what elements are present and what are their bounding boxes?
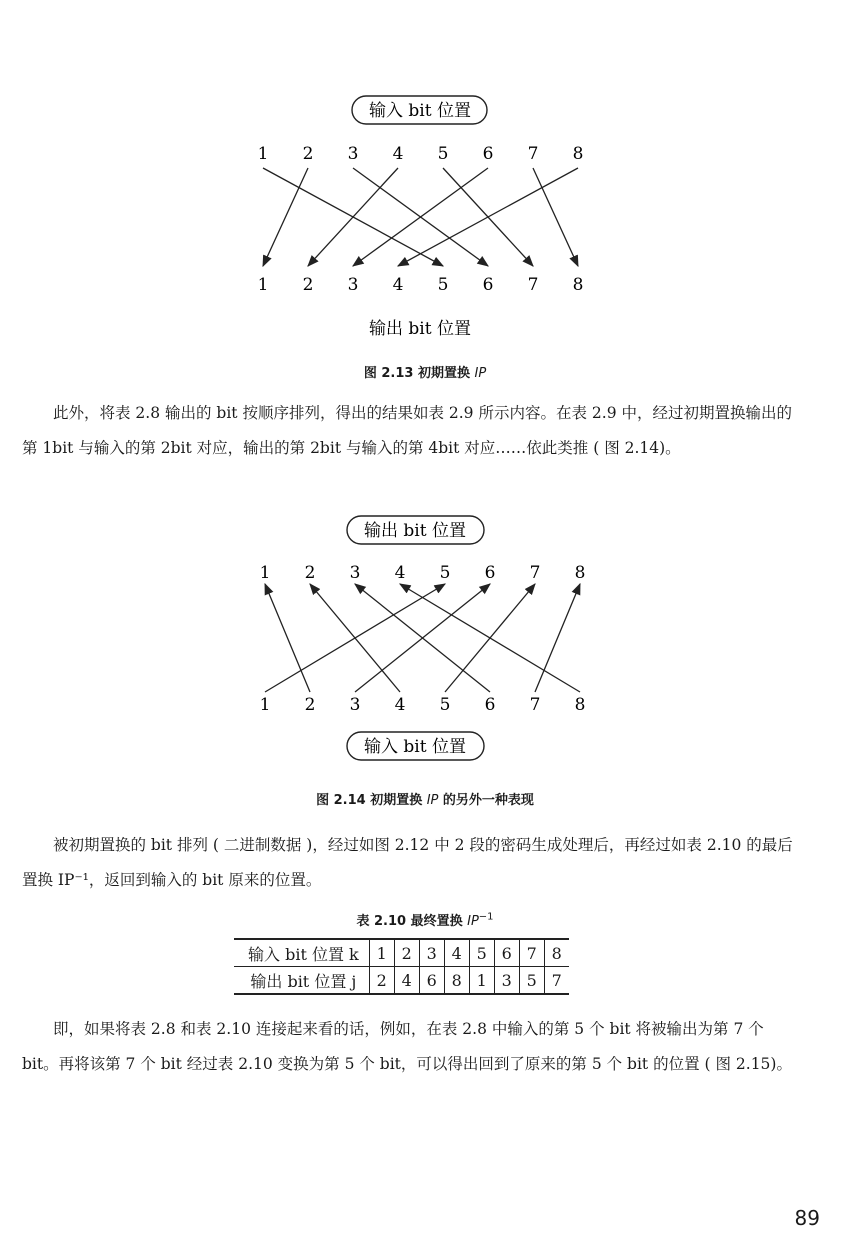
top-number: 6 bbox=[484, 563, 496, 583]
bottom-number: 4 bbox=[394, 695, 406, 715]
table-cell: 8 bbox=[544, 939, 569, 967]
bottom-number: 8 bbox=[574, 695, 586, 715]
paragraph-3: 即，如果将表 2.8 和表 2.10 连接起来看的话，例如，在表 2.8 中输入的第 5 个 bit 将被输出为第 7 个 bit。再将该第 7 个 bit 经过表 2.10 变换为第 5 个 bit，可以得出回到了原来的第 5 个 bit 的位置 ( 图 2.15)。 bbox=[22, 1020, 792, 1073]
top-number: 7 bbox=[527, 144, 539, 164]
bottom-label: 输入 bit 位置 bbox=[364, 737, 466, 757]
caption-italic: IP bbox=[426, 793, 439, 808]
paragraph-1: 此外，将表 2.8 输出的 bit 按顺序排列，得出的结果如表 2.9 所示内容。在表 2.9 中，经过初期置换输出的第 1bit 与输入的第 2bit 对应，输出的第 2bit 与输入的第 4bit 对应……依此类推 ( 图 2.14)。 bbox=[22, 404, 792, 457]
bottom-number: 6 bbox=[482, 275, 494, 295]
row-label-output: 输出 bit 位置 j bbox=[234, 967, 369, 995]
figure-2-13-diagram bbox=[230, 92, 610, 344]
table-caption-text: 表 2.10 最终置换 bbox=[356, 914, 468, 929]
bottom-number: 5 bbox=[439, 695, 451, 715]
bottom-number: 1 bbox=[259, 695, 271, 715]
top-numbers bbox=[258, 144, 584, 164]
top-number: 8 bbox=[574, 563, 586, 583]
top-label: 输入 bit 位置 bbox=[369, 101, 471, 121]
bottom-numbers bbox=[260, 695, 586, 715]
permutation-arrows bbox=[265, 584, 580, 692]
top-number: 4 bbox=[394, 563, 406, 583]
table-cell: 2 bbox=[394, 939, 419, 967]
table-cell: 7 bbox=[544, 967, 569, 995]
caption-suffix: 的另外一种表现 bbox=[438, 793, 534, 808]
permutation-arrows bbox=[263, 168, 578, 266]
top-number: 4 bbox=[392, 144, 404, 164]
top-label: 输出 bit 位置 bbox=[364, 521, 466, 541]
table-cell: 1 bbox=[469, 967, 494, 995]
top-number: 3 bbox=[347, 144, 359, 164]
top-number: 1 bbox=[259, 563, 271, 583]
table-cell: 3 bbox=[494, 967, 519, 995]
top-number: 3 bbox=[349, 563, 361, 583]
table-cell: 5 bbox=[469, 939, 494, 967]
caption-text: 图 2.14 初期置换 bbox=[316, 793, 427, 808]
table-cell: 1 bbox=[369, 939, 394, 967]
bottom-label: 输出 bit 位置 bbox=[369, 319, 471, 339]
figure-2-13 bbox=[230, 92, 610, 344]
table-cell: 4 bbox=[444, 939, 469, 967]
bottom-number: 5 bbox=[437, 275, 449, 295]
top-number: 7 bbox=[529, 563, 541, 583]
permutation-arrow bbox=[535, 584, 580, 692]
top-number: 8 bbox=[572, 144, 584, 164]
bottom-numbers bbox=[258, 275, 584, 295]
bottom-number: 2 bbox=[304, 695, 316, 715]
caption-italic: IP bbox=[474, 366, 487, 381]
table-cell: 8 bbox=[444, 967, 469, 995]
table-2-10 bbox=[234, 938, 569, 995]
page-number: 89 bbox=[794, 1206, 820, 1230]
top-numbers bbox=[260, 563, 586, 583]
table-cell: 7 bbox=[519, 939, 544, 967]
permutation-arrow bbox=[533, 168, 578, 266]
bottom-number: 8 bbox=[572, 275, 584, 295]
table-cell: 6 bbox=[419, 967, 444, 995]
figure-2-14 bbox=[230, 512, 610, 764]
bottom-number: 7 bbox=[529, 695, 541, 715]
bottom-number: 1 bbox=[257, 275, 269, 295]
top-number: 6 bbox=[482, 144, 494, 164]
top-number: 5 bbox=[437, 144, 449, 164]
permutation-arrow bbox=[263, 168, 308, 266]
bottom-number: 4 bbox=[392, 275, 404, 295]
table-row bbox=[234, 939, 569, 967]
permutation-arrow bbox=[445, 584, 535, 692]
bottom-number: 2 bbox=[302, 275, 314, 295]
top-number: 5 bbox=[439, 563, 451, 583]
bottom-number: 6 bbox=[484, 695, 496, 715]
permutation-arrow bbox=[265, 584, 445, 692]
bottom-number: 7 bbox=[527, 275, 539, 295]
table-cell: 3 bbox=[419, 939, 444, 967]
table-caption-italic: IP bbox=[467, 914, 479, 929]
table-2-10-caption bbox=[0, 910, 850, 929]
top-number: 1 bbox=[257, 144, 269, 164]
table-cell: 6 bbox=[494, 939, 519, 967]
table-caption-sup: −1 bbox=[478, 911, 494, 923]
table-row bbox=[234, 967, 569, 995]
bottom-number: 3 bbox=[349, 695, 361, 715]
permutation-arrow bbox=[308, 168, 398, 266]
table-cell: 2 bbox=[369, 967, 394, 995]
figure-2-14-diagram bbox=[230, 512, 610, 764]
permutation-arrow bbox=[265, 584, 310, 692]
table-cell: 4 bbox=[394, 967, 419, 995]
bottom-number: 3 bbox=[347, 275, 359, 295]
permutation-arrow bbox=[398, 168, 578, 266]
top-number: 2 bbox=[304, 563, 316, 583]
row-label-input: 输入 bit 位置 k bbox=[234, 939, 369, 967]
figure-2-14-caption bbox=[0, 789, 850, 808]
table-cell: 5 bbox=[519, 967, 544, 995]
top-number: 2 bbox=[302, 144, 314, 164]
caption-text: 图 2.13 初期置换 bbox=[363, 366, 475, 381]
final-permutation-table bbox=[234, 938, 569, 995]
paragraph-2: 被初期置换的 bit 排列 ( 二进制数据 )，经过如图 2.12 中 2 段的密码生成处理后，再经过如表 2.10 的最后置换 IP⁻¹，返回到输入的 bit 原来的位置。 bbox=[22, 836, 793, 889]
figure-2-13-caption bbox=[0, 362, 850, 381]
